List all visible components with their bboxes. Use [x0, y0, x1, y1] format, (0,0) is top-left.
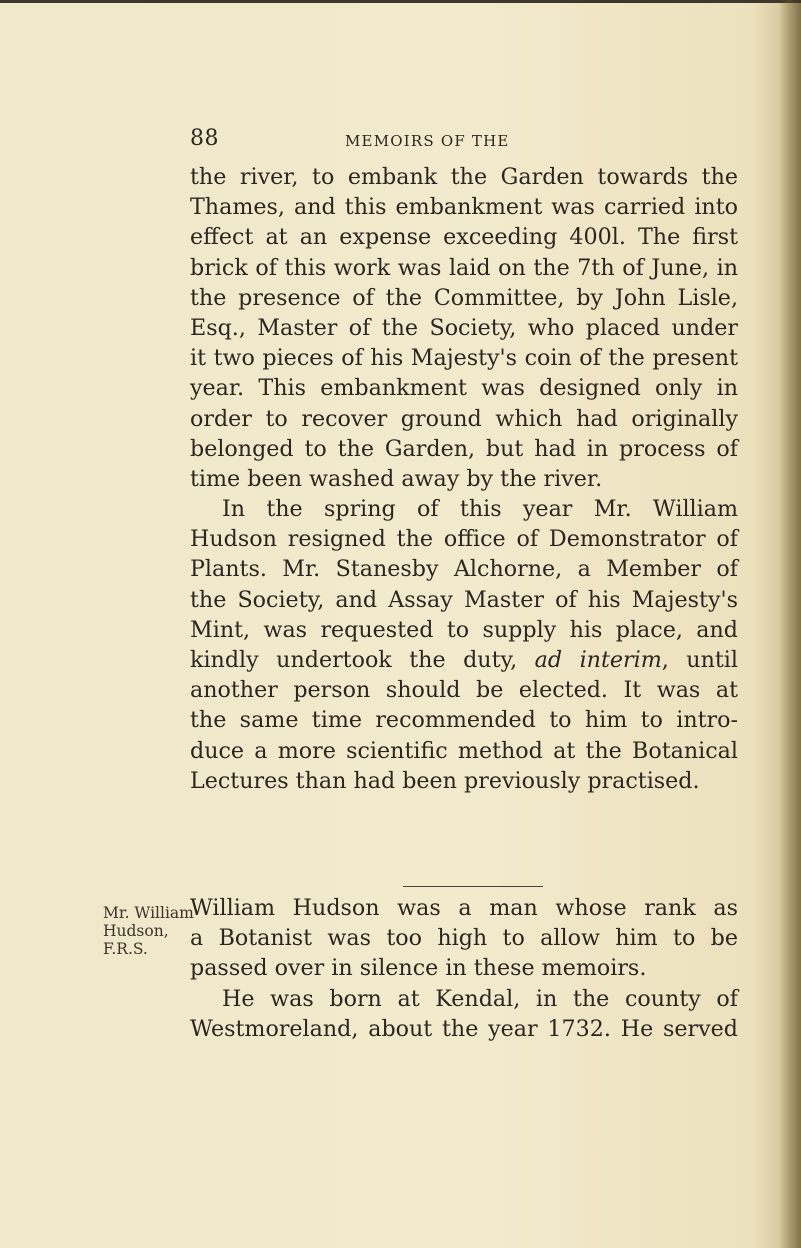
margin-note-line: F.R.S. [103, 940, 148, 958]
text-line: the Society, and Assay Master of his Majesty's [190, 586, 738, 613]
text-line: it two pieces of his Majesty's coin of the present [190, 345, 738, 372]
text-line: another person should be elected. It was at [190, 677, 738, 704]
text-line: belonged to the Garden, but had in process of [190, 435, 738, 462]
text-line: William Hudson was a man whose rank as [190, 895, 738, 921]
text-line: order to recover ground which had originally [190, 405, 738, 432]
text-line: In the spring of this year Mr. William [222, 496, 738, 523]
margin-note-line: Mr. William [103, 904, 194, 922]
text-fragment: , until [661, 647, 738, 673]
main-text-block [190, 162, 738, 796]
text-line: He was born at Kendal, in the county of [222, 985, 738, 1012]
section-divider [403, 886, 543, 887]
italic-phrase: ad interim [534, 647, 662, 673]
section-text-block [190, 893, 738, 1044]
text-line-with-italic [190, 645, 738, 675]
paragraph-demonstrator [190, 494, 738, 796]
text-line: the river, to embank the Garden towards the [190, 164, 738, 190]
scan-top-edge [0, 0, 801, 3]
page-number: 88 [190, 126, 219, 151]
text-line: year. This embankment was designed only in [190, 375, 738, 402]
text-line: the same time recommended to him to intro- [190, 707, 738, 734]
text-line: time been washed away by the river. [190, 465, 603, 492]
text-line: brick of this work was laid on the 7th of June, in [190, 254, 738, 281]
paragraph-embankment [190, 162, 738, 494]
margin-note-line: Hudson, [103, 922, 169, 940]
text-line: Hudson resigned the office of Demonstrator of [190, 526, 738, 553]
text-line: effect at an expense exceeding 400l. The first [190, 224, 738, 251]
paragraph-hudson-rank [190, 893, 738, 984]
running-head: MEMOIRS OF THE [345, 132, 510, 150]
text-line: duce a more scientific method at the Botanical [190, 737, 738, 764]
text-line: Lectures than had been previously practised. [190, 767, 700, 794]
text-line: Mint, was requested to supply his place, and [190, 616, 738, 643]
text-line: the presence of the Committee, by John Lisle, [190, 284, 738, 311]
text-line: Plants. Mr. Stanesby Alchorne, a Member of [190, 556, 738, 583]
margin-note [103, 904, 198, 958]
text-fragment: kindly undertook the duty, [190, 647, 518, 673]
page-edge-shadow [779, 0, 801, 1248]
text-line: passed over in silence in these memoirs. [190, 955, 647, 982]
text-line: Esq., Master of the Society, who placed under [190, 314, 738, 341]
text-line: Westmoreland, about the year 1732. He served [190, 1015, 738, 1042]
text-line: Thames, and this embankment was carried into [190, 194, 738, 221]
paragraph-hudson-birth [190, 984, 738, 1044]
text-line: a Botanist was too high to allow him to be [190, 925, 738, 952]
